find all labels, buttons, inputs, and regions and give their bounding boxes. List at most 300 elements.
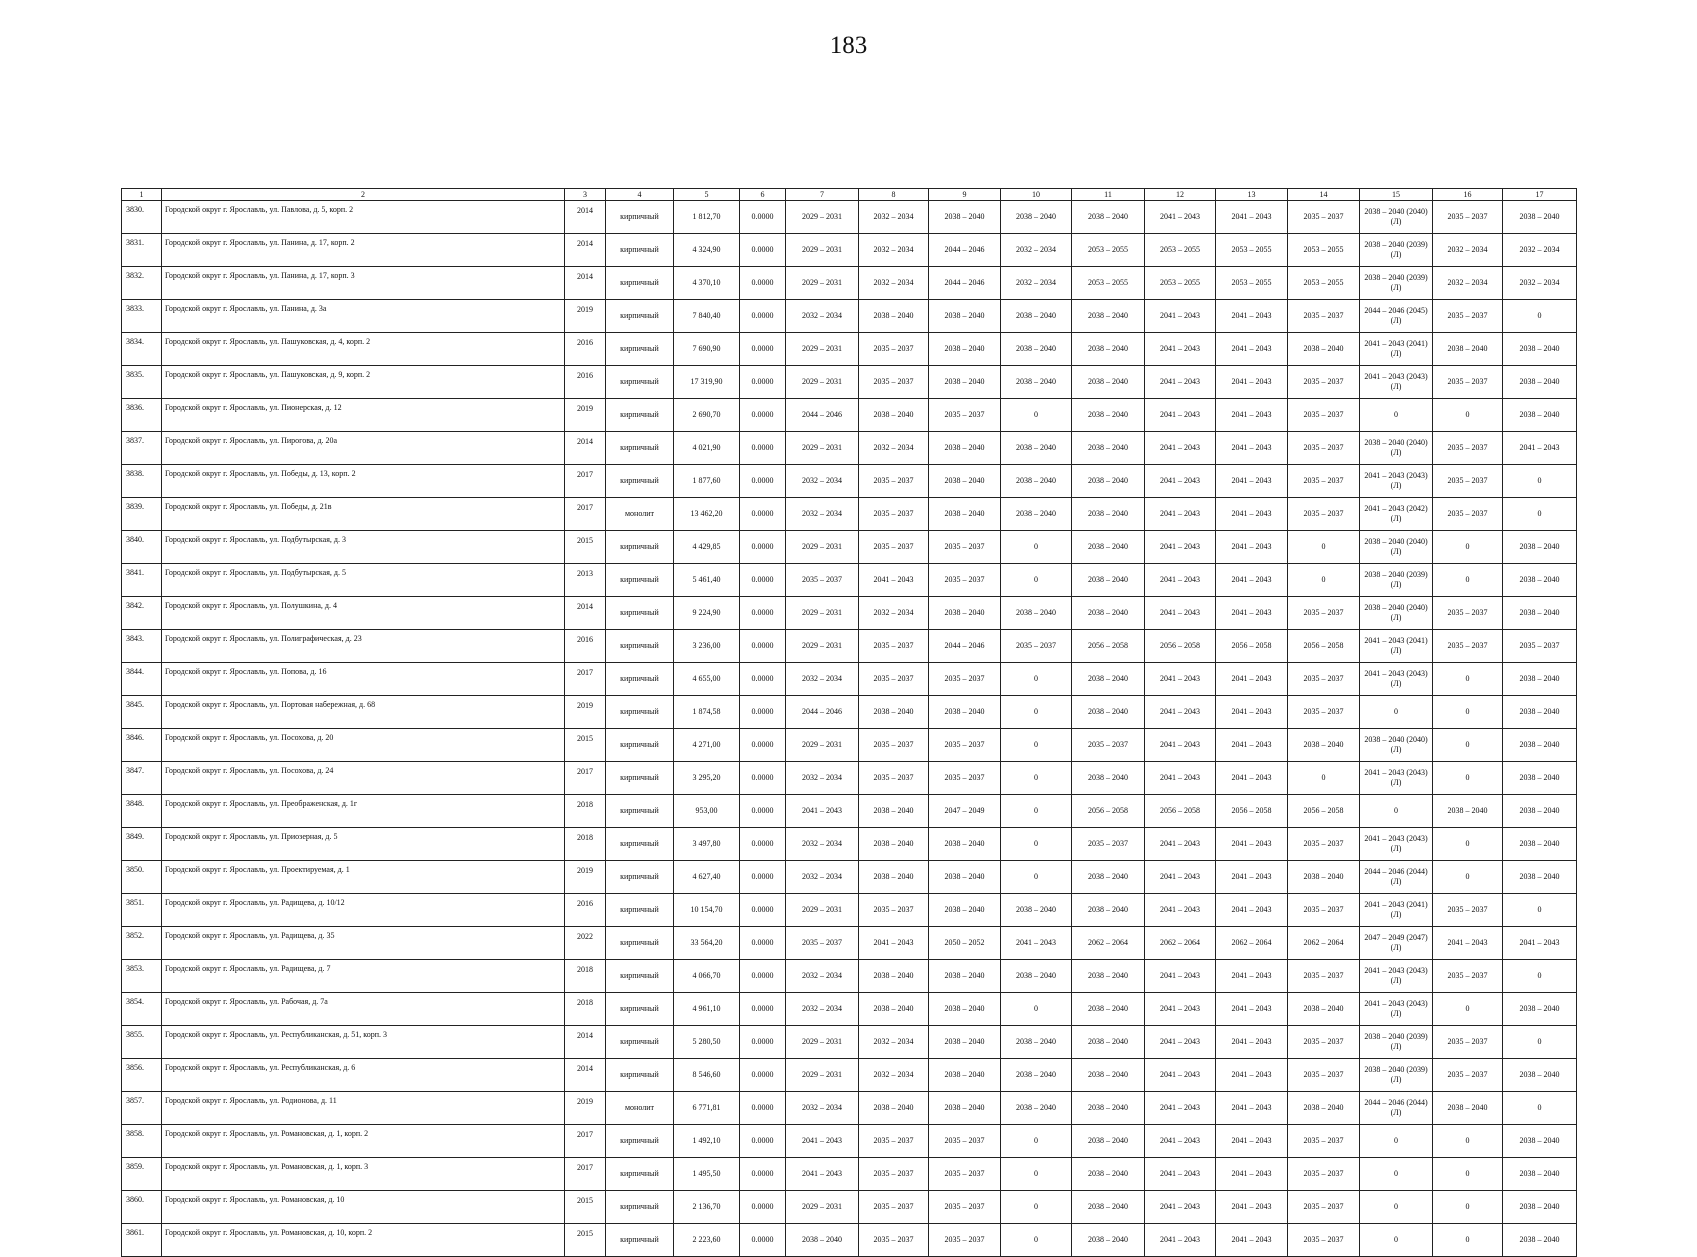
- table-cell: 2038 – 2040: [929, 465, 1001, 498]
- table-cell: 2056 – 2058: [1216, 795, 1288, 828]
- table-cell: 0.0000: [740, 630, 786, 663]
- table-cell: 2053 – 2055: [1216, 234, 1288, 267]
- table-cell: 5 461,40: [674, 564, 740, 597]
- table-row: [122, 1191, 1577, 1224]
- table-cell: 2041 – 2043: [1145, 1224, 1216, 1257]
- column-header: 8: [859, 189, 929, 201]
- table-cell: 4 655,00: [674, 663, 740, 696]
- table-cell: 2017: [565, 1125, 606, 1158]
- table-cell: 2035 – 2037: [859, 762, 929, 795]
- table-cell: 2038 – 2040: [1072, 762, 1145, 795]
- table-cell: кирпичный: [606, 465, 674, 498]
- table-cell: 2032 – 2034: [786, 300, 859, 333]
- table-row: [122, 300, 1577, 333]
- table-cell: 2035 – 2037: [1288, 894, 1360, 927]
- table-cell: 2035 – 2037: [1288, 597, 1360, 630]
- table-cell: 3834.: [122, 333, 162, 366]
- table-cell: 2032 – 2034: [1001, 267, 1072, 300]
- table-cell: 2038 – 2040: [1503, 1158, 1577, 1191]
- table-cell: 7 690,90: [674, 333, 740, 366]
- table-cell: 0.0000: [740, 696, 786, 729]
- table-cell: 2038 – 2040: [1503, 993, 1577, 1026]
- table-cell: 2035 – 2037: [1288, 828, 1360, 861]
- table-cell: 3 236,00: [674, 630, 740, 663]
- column-header: 12: [1145, 189, 1216, 201]
- table-cell: 2035 – 2037: [929, 1224, 1001, 1257]
- table-cell: 2056 – 2058: [1072, 630, 1145, 663]
- table-cell: 3832.: [122, 267, 162, 300]
- table-row: [122, 762, 1577, 795]
- table-cell: 2038 – 2040: [1072, 597, 1145, 630]
- table-cell: 2038 – 2040: [929, 201, 1001, 234]
- table-cell: кирпичный: [606, 234, 674, 267]
- table-cell: 2035 – 2037: [859, 465, 929, 498]
- table-cell: 2038 – 2040: [929, 696, 1001, 729]
- table-row: [122, 1092, 1577, 1125]
- table-cell: 10 154,70: [674, 894, 740, 927]
- table-cell: 2041 – 2043: [1216, 729, 1288, 762]
- table-cell: 3836.: [122, 399, 162, 432]
- table-cell: 2029 – 2031: [786, 201, 859, 234]
- table-cell: 2041 – 2043: [1503, 927, 1577, 960]
- table-cell: 0: [1433, 828, 1503, 861]
- table-cell: 0.0000: [740, 762, 786, 795]
- table-cell: 2038 – 2040: [1288, 861, 1360, 894]
- table-cell: Городской округ г. Ярославль, ул. Панина, д. 17, корп. 3: [162, 267, 565, 300]
- table-cell: 3855.: [122, 1026, 162, 1059]
- table-cell: 0.0000: [740, 300, 786, 333]
- table-cell: 2041 – 2043: [1145, 1092, 1216, 1125]
- table-cell: 2029 – 2031: [786, 234, 859, 267]
- table-cell: 17 319,90: [674, 366, 740, 399]
- table-cell: 2038 – 2040: [1288, 729, 1360, 762]
- table-cell: 2035 – 2037: [929, 399, 1001, 432]
- table-cell: 2035 – 2037: [1288, 201, 1360, 234]
- table-cell: 2041 – 2043: [1216, 333, 1288, 366]
- table-cell: 1 495,50: [674, 1158, 740, 1191]
- table-cell: 2041 – 2043: [786, 795, 859, 828]
- table-cell: кирпичный: [606, 366, 674, 399]
- table-cell: 2038 – 2040: [859, 399, 929, 432]
- table-cell: 2035 – 2037: [859, 630, 929, 663]
- table-cell: 0.0000: [740, 597, 786, 630]
- table-cell: 2035 – 2037: [1001, 630, 1072, 663]
- table-cell: 0: [1503, 465, 1577, 498]
- table-cell: 2038 – 2040: [1433, 1092, 1503, 1125]
- table-cell: 2038 – 2040: [929, 1092, 1001, 1125]
- table-cell: 2032 – 2034: [859, 234, 929, 267]
- table-cell: 2038 – 2040: [1503, 663, 1577, 696]
- table-row: [122, 1224, 1577, 1257]
- table-cell: кирпичный: [606, 267, 674, 300]
- table-cell: 0.0000: [740, 729, 786, 762]
- table-cell: 2038 – 2040 (2040) (Л): [1360, 432, 1433, 465]
- table-cell: кирпичный: [606, 300, 674, 333]
- table-cell: 2038 – 2040: [929, 597, 1001, 630]
- column-header: 15: [1360, 189, 1433, 201]
- table-row: [122, 564, 1577, 597]
- table-row: [122, 201, 1577, 234]
- table-cell: 2038 – 2040: [1503, 366, 1577, 399]
- table-cell: кирпичный: [606, 399, 674, 432]
- table-cell: 2035 – 2037: [859, 366, 929, 399]
- table-cell: 3853.: [122, 960, 162, 993]
- table-row: [122, 366, 1577, 399]
- table-cell: 0.0000: [740, 432, 786, 465]
- table-cell: 2019: [565, 399, 606, 432]
- table-cell: 2016: [565, 333, 606, 366]
- table-cell: 2053 – 2055: [1288, 267, 1360, 300]
- table-cell: 953,00: [674, 795, 740, 828]
- table-cell: 0: [1001, 1224, 1072, 1257]
- table-cell: 2038 – 2040 (2039) (Л): [1360, 267, 1433, 300]
- table-cell: Городской округ г. Ярославль, ул. Радищева, д. 7: [162, 960, 565, 993]
- table-cell: кирпичный: [606, 630, 674, 663]
- table-cell: 2035 – 2037: [1288, 696, 1360, 729]
- table-cell: 0: [1001, 762, 1072, 795]
- table-cell: 2035 – 2037: [1503, 630, 1577, 663]
- table-cell: 3835.: [122, 366, 162, 399]
- data-table: [121, 188, 1577, 1257]
- table-cell: кирпичный: [606, 663, 674, 696]
- table-cell: 3842.: [122, 597, 162, 630]
- table-cell: 0: [1360, 399, 1433, 432]
- table-cell: кирпичный: [606, 1158, 674, 1191]
- table-cell: 2041 – 2043: [1216, 993, 1288, 1026]
- table-cell: 0: [1001, 531, 1072, 564]
- table-cell: 2038 – 2040: [1072, 201, 1145, 234]
- table-cell: 2053 – 2055: [1072, 267, 1145, 300]
- table-cell: 2038 – 2040 (2040) (Л): [1360, 597, 1433, 630]
- table-row: [122, 927, 1577, 960]
- table-cell: кирпичный: [606, 696, 674, 729]
- table-row: [122, 1026, 1577, 1059]
- column-header: 13: [1216, 189, 1288, 201]
- column-header: 16: [1433, 189, 1503, 201]
- table-cell: 3847.: [122, 762, 162, 795]
- table-cell: 2035 – 2037: [1288, 399, 1360, 432]
- table-cell: 2029 – 2031: [786, 333, 859, 366]
- table-cell: 3839.: [122, 498, 162, 531]
- table-cell: 2056 – 2058: [1072, 795, 1145, 828]
- table-cell: 0: [1001, 564, 1072, 597]
- table-cell: 3861.: [122, 1224, 162, 1257]
- table-row: [122, 1125, 1577, 1158]
- table-cell: Городской округ г. Ярославль, ул. Романовская, д. 10: [162, 1191, 565, 1224]
- table-cell: кирпичный: [606, 531, 674, 564]
- table-cell: 0.0000: [740, 498, 786, 531]
- table-cell: 2041 – 2043: [1145, 597, 1216, 630]
- table-cell: 2041 – 2043: [1216, 762, 1288, 795]
- table-cell: 2035 – 2037: [859, 894, 929, 927]
- table-cell: 2035 – 2037: [1072, 828, 1145, 861]
- table-cell: Городской округ г. Ярославль, ул. Пашуковская, д. 4, корп. 2: [162, 333, 565, 366]
- table-cell: 1 492,10: [674, 1125, 740, 1158]
- table-cell: 2041 – 2043: [1145, 1125, 1216, 1158]
- table-cell: 2038 – 2040 (2040) (Л): [1360, 729, 1433, 762]
- table-cell: 2038 – 2040: [1503, 201, 1577, 234]
- table-cell: 2014: [565, 1059, 606, 1092]
- table-cell: 2032 – 2034: [859, 201, 929, 234]
- table-cell: 0.0000: [740, 531, 786, 564]
- table-cell: 2041 – 2043: [1145, 861, 1216, 894]
- table-cell: Городской округ г. Ярославль, ул. Посохова, д. 24: [162, 762, 565, 795]
- table-cell: 2029 – 2031: [786, 1191, 859, 1224]
- table-cell: 2035 – 2037: [1433, 630, 1503, 663]
- table-cell: 2041 – 2043 (2041) (Л): [1360, 894, 1433, 927]
- table-cell: Городской округ г. Ярославль, ул. Проектируемая, д. 1: [162, 861, 565, 894]
- table-cell: 2041 – 2043: [1145, 1191, 1216, 1224]
- table-cell: 7 840,40: [674, 300, 740, 333]
- table-cell: 2038 – 2040: [1072, 696, 1145, 729]
- table-cell: 0: [1503, 894, 1577, 927]
- table-cell: 2035 – 2037: [859, 498, 929, 531]
- table-cell: 2019: [565, 861, 606, 894]
- table-cell: Городской округ г. Ярославль, ул. Павлова, д. 5, корп. 2: [162, 201, 565, 234]
- table-cell: 2056 – 2058: [1288, 630, 1360, 663]
- column-header: 11: [1072, 189, 1145, 201]
- table-cell: 2038 – 2040: [859, 1092, 929, 1125]
- table-cell: 2041 – 2043: [1216, 1026, 1288, 1059]
- table-cell: 2041 – 2043: [1145, 993, 1216, 1026]
- table-body: [122, 201, 1577, 1257]
- column-header: 3: [565, 189, 606, 201]
- table-cell: 2041 – 2043: [1216, 564, 1288, 597]
- table-cell: 1 812,70: [674, 201, 740, 234]
- table-cell: 2029 – 2031: [786, 1059, 859, 1092]
- table-cell: 2035 – 2037: [1433, 960, 1503, 993]
- table-cell: 2038 – 2040: [929, 498, 1001, 531]
- table-cell: 2035 – 2037: [1288, 432, 1360, 465]
- table-cell: 2032 – 2034: [859, 1059, 929, 1092]
- table-cell: 2035 – 2037: [1433, 498, 1503, 531]
- table-cell: 2035 – 2037: [1288, 465, 1360, 498]
- table-cell: 2041 – 2043: [1216, 432, 1288, 465]
- table-cell: 2035 – 2037: [1288, 960, 1360, 993]
- table-cell: 2035 – 2037: [929, 1158, 1001, 1191]
- table-cell: 1 877,60: [674, 465, 740, 498]
- table-cell: 2047 – 2049 (2047) (Л): [1360, 927, 1433, 960]
- table-cell: 2015: [565, 1191, 606, 1224]
- table-cell: Городской округ г. Ярославль, ул. Приозерная, д. 5: [162, 828, 565, 861]
- table-cell: 2029 – 2031: [786, 597, 859, 630]
- table-cell: 2017: [565, 465, 606, 498]
- table-cell: 2038 – 2040: [1001, 366, 1072, 399]
- table-cell: 2035 – 2037: [929, 663, 1001, 696]
- table-cell: Городской округ г. Ярославль, ул. Рабочая, д. 7а: [162, 993, 565, 1026]
- table-cell: 2013: [565, 564, 606, 597]
- table-cell: 0.0000: [740, 1026, 786, 1059]
- table-cell: 2035 – 2037: [929, 1191, 1001, 1224]
- table-cell: 2038 – 2040: [859, 861, 929, 894]
- table-cell: Городской округ г. Ярославль, ул. Попова, д. 16: [162, 663, 565, 696]
- table-cell: 0: [1503, 960, 1577, 993]
- table-cell: кирпичный: [606, 597, 674, 630]
- table-row: [122, 267, 1577, 300]
- table-cell: 2041 – 2043: [1145, 366, 1216, 399]
- table-cell: 2038 – 2040: [1072, 300, 1145, 333]
- table-cell: 2038 – 2040: [1072, 531, 1145, 564]
- table-cell: 2035 – 2037: [1288, 1059, 1360, 1092]
- table-cell: 0.0000: [740, 465, 786, 498]
- table-cell: 2016: [565, 630, 606, 663]
- table-row: [122, 1158, 1577, 1191]
- table-cell: 2041 – 2043: [1216, 861, 1288, 894]
- table-cell: 2035 – 2037: [1288, 1191, 1360, 1224]
- table-cell: кирпичный: [606, 333, 674, 366]
- table-row: [122, 399, 1577, 432]
- table-cell: 2038 – 2040: [929, 993, 1001, 1026]
- table-cell: 2038 – 2040: [1072, 333, 1145, 366]
- table-cell: 3849.: [122, 828, 162, 861]
- table-cell: 0.0000: [740, 1125, 786, 1158]
- table-cell: 2041 – 2043: [1216, 465, 1288, 498]
- table-cell: 2032 – 2034: [1503, 267, 1577, 300]
- table-row: [122, 993, 1577, 1026]
- table-cell: 2041 – 2043: [1216, 1125, 1288, 1158]
- table-cell: 0: [1360, 696, 1433, 729]
- table-cell: кирпичный: [606, 861, 674, 894]
- table-cell: 0.0000: [740, 1059, 786, 1092]
- table-cell: 3840.: [122, 531, 162, 564]
- table-cell: 4 627,40: [674, 861, 740, 894]
- table-cell: 2018: [565, 828, 606, 861]
- table-cell: 2019: [565, 300, 606, 333]
- table-cell: 0: [1503, 1026, 1577, 1059]
- table-cell: 2041 – 2043 (2041) (Л): [1360, 630, 1433, 663]
- table-cell: кирпичный: [606, 894, 674, 927]
- table-cell: 2038 – 2040: [1001, 1059, 1072, 1092]
- table-cell: 2022: [565, 927, 606, 960]
- table-cell: 3846.: [122, 729, 162, 762]
- table-cell: 2038 – 2040 (2039) (Л): [1360, 564, 1433, 597]
- table-cell: 2038 – 2040: [1503, 531, 1577, 564]
- table-header: [122, 189, 1577, 201]
- table-cell: 2038 – 2040: [1001, 960, 1072, 993]
- table-cell: 0.0000: [740, 1158, 786, 1191]
- table-cell: 2044 – 2046: [786, 696, 859, 729]
- table-cell: 0: [1001, 1125, 1072, 1158]
- table-cell: 2014: [565, 201, 606, 234]
- table-cell: 2029 – 2031: [786, 267, 859, 300]
- table-cell: монолит: [606, 498, 674, 531]
- table-cell: 2038 – 2040: [859, 960, 929, 993]
- table-cell: 0: [1001, 828, 1072, 861]
- table-cell: 2035 – 2037: [1288, 663, 1360, 696]
- table-cell: 2035 – 2037: [1433, 432, 1503, 465]
- table-cell: 0: [1001, 399, 1072, 432]
- table-cell: 2038 – 2040: [1072, 1191, 1145, 1224]
- table-cell: 0: [1001, 861, 1072, 894]
- table-cell: 2038 – 2040: [1072, 993, 1145, 1026]
- table-cell: 2038 – 2040: [1001, 300, 1072, 333]
- table-cell: 0.0000: [740, 399, 786, 432]
- table-cell: 2041 – 2043: [1145, 498, 1216, 531]
- column-header: 9: [929, 189, 1001, 201]
- table-cell: 2035 – 2037: [859, 333, 929, 366]
- table-cell: 2015: [565, 729, 606, 762]
- table-cell: 2038 – 2040: [929, 861, 1001, 894]
- table-cell: Городской округ г. Ярославль, ул. Портовая набережная, д. 68: [162, 696, 565, 729]
- table-cell: 2038 – 2040: [929, 333, 1001, 366]
- table-cell: 2041 – 2043: [1216, 1224, 1288, 1257]
- table-cell: 2041 – 2043: [1216, 201, 1288, 234]
- table-cell: 2038 – 2040: [1503, 399, 1577, 432]
- table-cell: 2035 – 2037: [859, 1224, 929, 1257]
- table-row: [122, 861, 1577, 894]
- table-cell: 2038 – 2040: [1503, 597, 1577, 630]
- table-cell: 2035 – 2037: [786, 564, 859, 597]
- table-cell: 2044 – 2046 (2044) (Л): [1360, 861, 1433, 894]
- table-cell: 2053 – 2055: [1145, 234, 1216, 267]
- table-cell: 0: [1433, 531, 1503, 564]
- table-cell: кирпичный: [606, 927, 674, 960]
- table-cell: 2041 – 2043 (2043) (Л): [1360, 960, 1433, 993]
- table-cell: 2053 – 2055: [1072, 234, 1145, 267]
- table-cell: 2016: [565, 894, 606, 927]
- table-cell: 4 961,10: [674, 993, 740, 1026]
- table-cell: 2038 – 2040: [1288, 1092, 1360, 1125]
- table-cell: 2038 – 2040: [929, 828, 1001, 861]
- table-cell: 2038 – 2040: [1072, 498, 1145, 531]
- table-cell: 2038 – 2040: [786, 1224, 859, 1257]
- table-cell: 3850.: [122, 861, 162, 894]
- table-cell: 2035 – 2037: [859, 531, 929, 564]
- table-cell: 0: [1433, 1158, 1503, 1191]
- table-cell: 2056 – 2058: [1145, 630, 1216, 663]
- table-cell: 3844.: [122, 663, 162, 696]
- table-cell: 2017: [565, 663, 606, 696]
- column-header: 5: [674, 189, 740, 201]
- column-header: 4: [606, 189, 674, 201]
- table-cell: 0: [1503, 498, 1577, 531]
- table-cell: 8 546,60: [674, 1059, 740, 1092]
- table-cell: 2032 – 2034: [786, 498, 859, 531]
- table-cell: Городской округ г. Ярославль, ул. Радищева, д. 10/12: [162, 894, 565, 927]
- table-cell: 2018: [565, 795, 606, 828]
- table-cell: 2035 – 2037: [859, 1158, 929, 1191]
- table-cell: 3841.: [122, 564, 162, 597]
- table-cell: 2038 – 2040: [1072, 1125, 1145, 1158]
- table-cell: 2017: [565, 498, 606, 531]
- table-cell: 0.0000: [740, 993, 786, 1026]
- table-cell: 2038 – 2040: [929, 300, 1001, 333]
- table-cell: 3 497,80: [674, 828, 740, 861]
- table-row: [122, 828, 1577, 861]
- table-cell: Городской округ г. Ярославль, ул. Подбутырская, д. 5: [162, 564, 565, 597]
- table-cell: 2038 – 2040: [1433, 795, 1503, 828]
- table-cell: 2035 – 2037: [1288, 300, 1360, 333]
- table-cell: 2041 – 2043 (2043) (Л): [1360, 762, 1433, 795]
- table-cell: 0: [1433, 861, 1503, 894]
- table-cell: 4 324,90: [674, 234, 740, 267]
- table-cell: Городской округ г. Ярославль, ул. Республиканская, д. 51, корп. 3: [162, 1026, 565, 1059]
- table-cell: 0: [1001, 729, 1072, 762]
- table-cell: 2053 – 2055: [1288, 234, 1360, 267]
- table-cell: 2035 – 2037: [929, 564, 1001, 597]
- table-cell: 3848.: [122, 795, 162, 828]
- table-cell: 3845.: [122, 696, 162, 729]
- table-cell: 2041 – 2043 (2042) (Л): [1360, 498, 1433, 531]
- table-cell: 2038 – 2040: [1503, 1125, 1577, 1158]
- table-cell: 2062 – 2064: [1072, 927, 1145, 960]
- table-cell: 2035 – 2037: [786, 927, 859, 960]
- table-cell: 3833.: [122, 300, 162, 333]
- table-cell: 2029 – 2031: [786, 432, 859, 465]
- table-cell: 2062 – 2064: [1145, 927, 1216, 960]
- table-cell: 2038 – 2040: [1503, 795, 1577, 828]
- column-header: 7: [786, 189, 859, 201]
